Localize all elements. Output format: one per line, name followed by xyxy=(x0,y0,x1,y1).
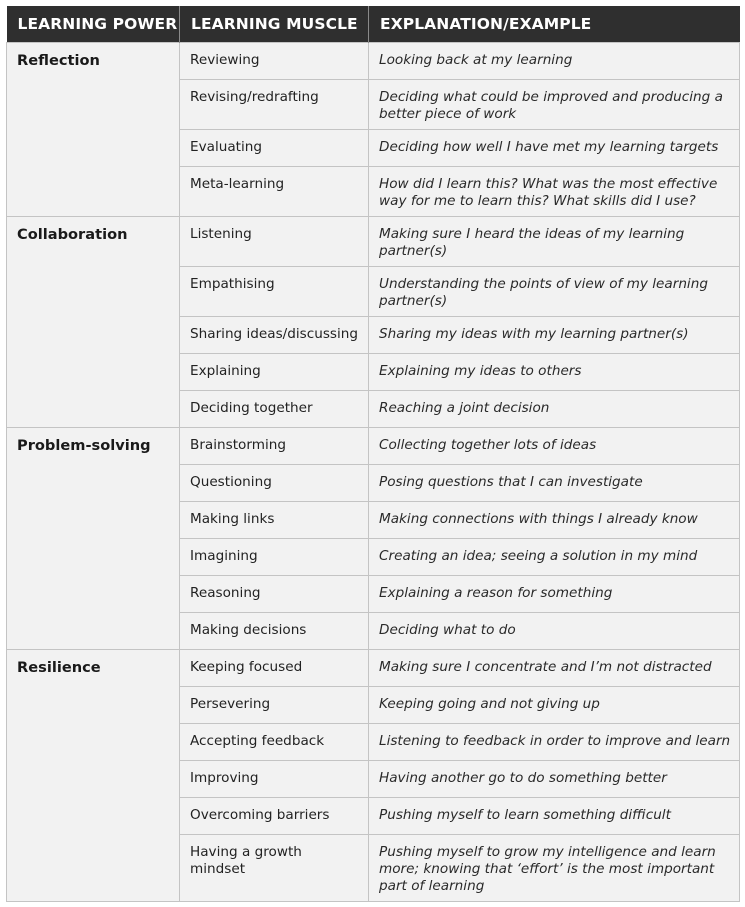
learning-muscle-cell: Overcoming barriers xyxy=(180,797,369,834)
learning-muscle-cell: Making links xyxy=(180,501,369,538)
learning-muscle-cell: Deciding together xyxy=(180,390,369,427)
explanation-cell: Sharing my ideas with my learning partner(s) xyxy=(369,316,740,353)
learning-power-cell: Reflection xyxy=(7,42,180,216)
learning-muscle-cell: Sharing ideas/discussing xyxy=(180,316,369,353)
explanation-cell: Collecting together lots of ideas xyxy=(369,427,740,464)
explanation-cell: Reaching a joint decision xyxy=(369,390,740,427)
learning-power-cell: Collaboration xyxy=(7,216,180,427)
learning-muscle-cell: Listening xyxy=(180,216,369,266)
learning-power-cell: Resilience xyxy=(7,649,180,901)
header-learning-power: LEARNING POWER xyxy=(7,6,180,42)
header-learning-muscle: LEARNING MUSCLE xyxy=(180,6,369,42)
table-row xyxy=(7,649,740,686)
table-row xyxy=(7,427,740,464)
learning-muscle-cell: Keeping focused xyxy=(180,649,369,686)
explanation-cell: Explaining a reason for something xyxy=(369,575,740,612)
learning-muscle-cell: Reviewing xyxy=(180,42,369,79)
learning-muscle-cell: Improving xyxy=(180,760,369,797)
learning-power-table xyxy=(6,6,740,902)
learning-muscle-cell: Imagining xyxy=(180,538,369,575)
learning-muscle-cell: Having a growth mindset xyxy=(180,834,369,901)
learning-muscle-cell: Evaluating xyxy=(180,129,369,166)
explanation-cell: Keeping going and not giving up xyxy=(369,686,740,723)
learning-muscle-cell: Meta-learning xyxy=(180,166,369,216)
learning-muscle-cell: Reasoning xyxy=(180,575,369,612)
explanation-cell: Listening to feedback in order to improve and learn xyxy=(369,723,740,760)
explanation-cell: Deciding what to do xyxy=(369,612,740,649)
learning-muscle-cell: Explaining xyxy=(180,353,369,390)
learning-muscle-cell: Brainstorming xyxy=(180,427,369,464)
explanation-cell: Making sure I concentrate and I’m not distracted xyxy=(369,649,740,686)
learning-power-cell: Problem-solving xyxy=(7,427,180,649)
explanation-cell: Deciding what could be improved and producing a better piece of work xyxy=(369,79,740,129)
header-row xyxy=(7,6,740,42)
explanation-cell: Looking back at my learning xyxy=(369,42,740,79)
table-body xyxy=(7,42,740,901)
explanation-cell: Having another go to do something better xyxy=(369,760,740,797)
learning-power-table-container xyxy=(6,6,739,902)
learning-muscle-cell: Making decisions xyxy=(180,612,369,649)
table-row xyxy=(7,42,740,79)
explanation-cell: Making connections with things I already know xyxy=(369,501,740,538)
explanation-cell: Pushing myself to learn something difficult xyxy=(369,797,740,834)
explanation-cell: Creating an idea; seeing a solution in my mind xyxy=(369,538,740,575)
learning-muscle-cell: Questioning xyxy=(180,464,369,501)
explanation-cell: Understanding the points of view of my learning partner(s) xyxy=(369,266,740,316)
learning-muscle-cell: Persevering xyxy=(180,686,369,723)
table-row xyxy=(7,216,740,266)
header-explanation: EXPLANATION/EXAMPLE xyxy=(369,6,740,42)
explanation-cell: Making sure I heard the ideas of my learning partner(s) xyxy=(369,216,740,266)
learning-muscle-cell: Revising/redrafting xyxy=(180,79,369,129)
explanation-cell: Deciding how well I have met my learning targets xyxy=(369,129,740,166)
learning-muscle-cell: Accepting feedback xyxy=(180,723,369,760)
explanation-cell: Explaining my ideas to others xyxy=(369,353,740,390)
explanation-cell: Posing questions that I can investigate xyxy=(369,464,740,501)
explanation-cell: How did I learn this? What was the most effective way for me to learn this? What skills did I use? xyxy=(369,166,740,216)
learning-muscle-cell: Empathising xyxy=(180,266,369,316)
explanation-cell: Pushing myself to grow my intelligence and learn more; knowing that ‘effort’ is the most important part of learning xyxy=(369,834,740,901)
